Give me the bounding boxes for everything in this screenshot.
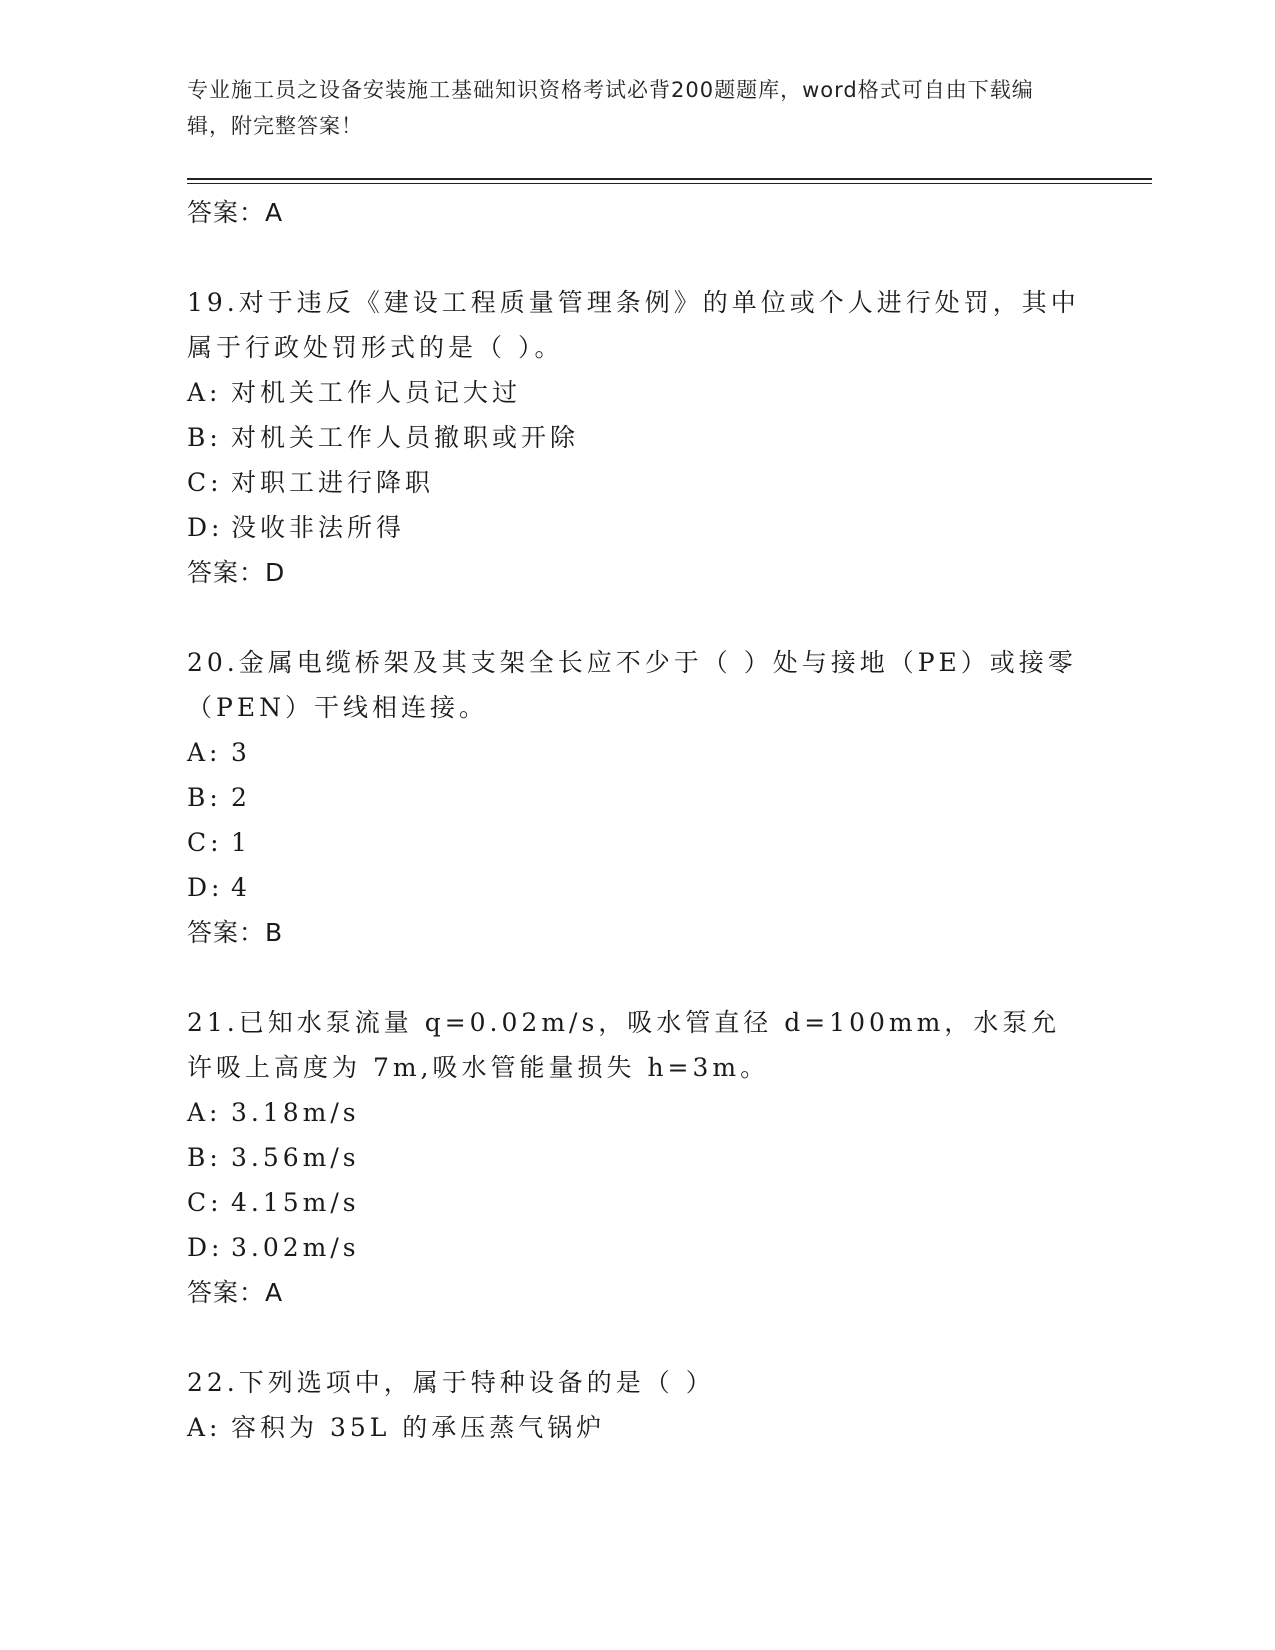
option-letter: A: [187, 738, 222, 767]
option-letter: B: [187, 423, 222, 452]
question-block [187, 1360, 1087, 1450]
option-text: 对机关工作人员记大过 [231, 378, 522, 407]
answer-line: 答案：A [187, 1278, 284, 1307]
document-header: 专业施工员之设备安装施工基础知识资格考试必背200题题库，word格式可自由下载编辑，附完整答案！ [187, 78, 1034, 138]
question-stem: 19.对于违反《建设工程质量管理条例》的单位或个人进行处罚，其中属于行政处罚形式的是（ ）。 [187, 288, 1080, 362]
option-letter: C: [187, 468, 223, 497]
option-text: 4 [231, 873, 251, 902]
header-divider-thin [187, 183, 1152, 184]
header-divider [187, 178, 1152, 180]
option-text: 1 [231, 828, 251, 857]
option-text: 3.56m/s [231, 1143, 360, 1172]
option-item [187, 505, 1087, 550]
option-item [187, 460, 1087, 505]
option-letter: D: [187, 1233, 224, 1262]
option-letter: A: [187, 1413, 222, 1442]
answer-line: 答案：B [187, 918, 284, 947]
option-item [187, 1135, 1087, 1180]
option-item [187, 1090, 1087, 1135]
question-block [187, 640, 1087, 956]
option-item [187, 1405, 1087, 1450]
option-text: 3 [231, 738, 251, 767]
option-text: 容积为 35L 的承压蒸气锅炉 [231, 1413, 606, 1442]
answer-line: 答案：D [187, 558, 286, 587]
option-item [187, 1180, 1087, 1225]
option-letter: D: [187, 513, 224, 542]
question-stem: 22.下列选项中，属于特种设备的是（ ） [187, 1368, 715, 1397]
option-text: 对职工进行降职 [231, 468, 435, 497]
option-letter: B: [187, 1143, 222, 1172]
option-text: 没收非法所得 [231, 513, 406, 542]
option-text: 2 [231, 783, 251, 812]
question-stem: 20.金属电缆桥架及其支架全长应不少于（ ）处与接地（PE）或接零（PEN）干线相连接。 [187, 648, 1077, 722]
option-text: 3.02m/s [231, 1233, 360, 1262]
option-item [187, 775, 1087, 820]
option-letter: A: [187, 1098, 222, 1127]
option-letter: C: [187, 1188, 223, 1217]
option-item [187, 820, 1087, 865]
option-item [187, 1225, 1087, 1270]
option-letter: A: [187, 378, 222, 407]
option-item [187, 415, 1087, 460]
answer-line: 答案：A [187, 198, 284, 227]
option-letter: B: [187, 783, 222, 812]
question-list [187, 190, 1087, 1450]
question-block [187, 1000, 1087, 1316]
question-stem: 21.已知水泵流量 q=0.02m/s，吸水管直径 d=100mm，水泵允许吸上高度为 7m,吸水管能量损失 h=3m。 [187, 1008, 1061, 1082]
option-text: 对机关工作人员撤职或开除 [231, 423, 580, 452]
option-text: 3.18m/s [231, 1098, 360, 1127]
option-text: 4.15m/s [231, 1188, 360, 1217]
option-item [187, 730, 1087, 775]
question-block [187, 280, 1087, 596]
option-item [187, 370, 1087, 415]
option-letter: D: [187, 873, 224, 902]
option-letter: C: [187, 828, 223, 857]
option-item [187, 865, 1087, 910]
